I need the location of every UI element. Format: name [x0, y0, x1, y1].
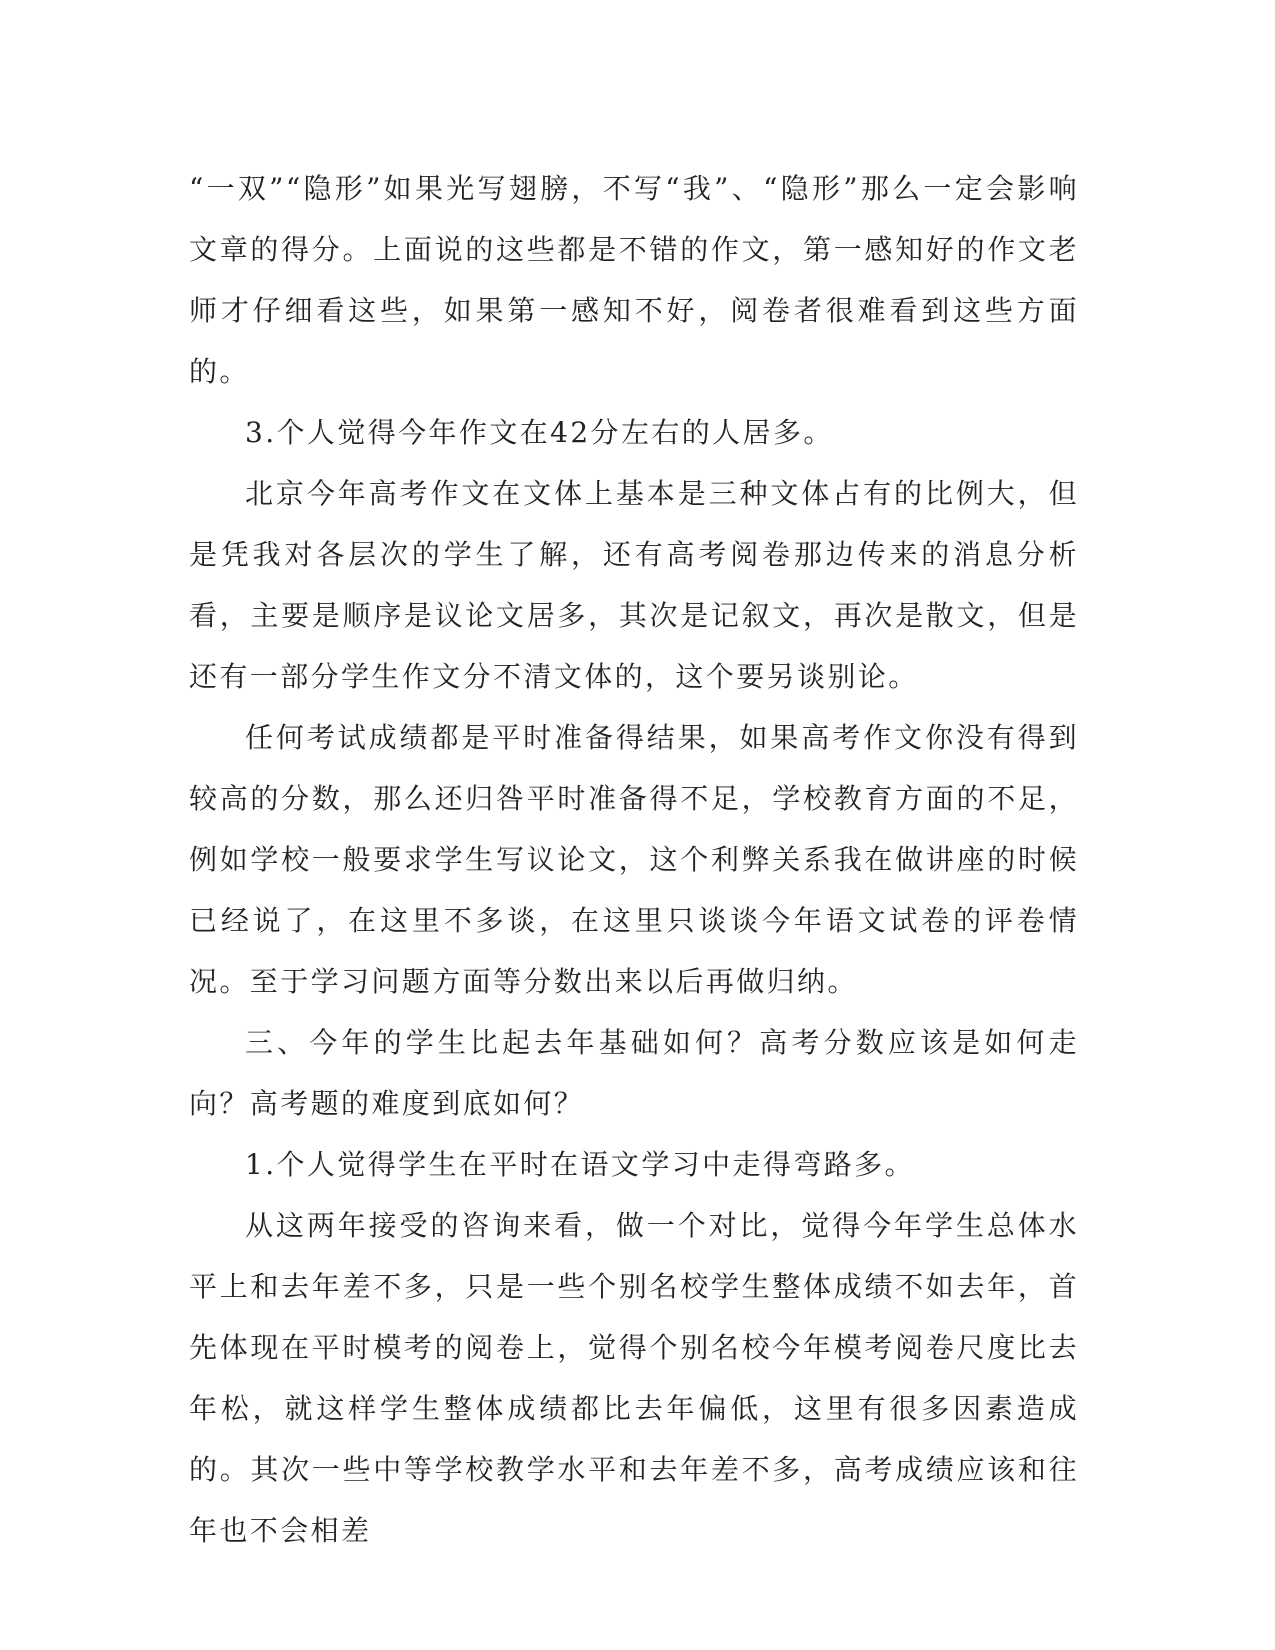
paragraph-continued: “一双”“隐形”如果光写翅膀，不写“我”、“隐形”那么一定会影响文章的得分。上面说的这些都是不错的作文，第一感知好的作文老师才仔细看这些，如果第一感知不好，阅卷者很难看到这些方面的。 [189, 172, 1079, 388]
document-body [189, 158, 1079, 1561]
paragraph-exam-preparation: 任何考试成绩都是平时准备得结果，如果高考作文你没有得到较高的分数，那么还归咎平时准备得不足，学校教育方面的不足，例如学校一般要求学生写议论文，这个利弊关系我在做讲座的时候已经说了，在这里不多谈，在这里只谈谈今年语文试卷的评卷情况。至于学习问题方面等分数出来以后再做归纳。 [189, 721, 1079, 998]
paragraph-beijing-essay-genres: 北京今年高考作文在文体上基本是三种文体占有的比例大，但是凭我对各层次的学生了解，还有高考阅卷那边传来的消息分析看，主要是顺序是议论文居多，其次是记叙文，再次是散文，但是还有一部分学生作文分不清文体的，这个要另谈别论。 [189, 477, 1079, 693]
paragraph-section-three-heading: 三、今年的学生比起去年基础如何？高考分数应该是如何走向？高考题的难度到底如何？ [189, 1026, 1079, 1120]
paragraph-heading-point-3: 3.个人觉得今年作文在42分左右的人居多。 [245, 416, 834, 449]
paragraph-comparison: 从这两年接受的咨询来看，做一个对比，觉得今年学生总体水平上和去年差不多，只是一些个别名校学生整体成绩不如去年，首先体现在平时模考的阅卷上，觉得个别名校今年模考阅卷尺度比去年松，就这样学生整体成绩都比去年偏低，这里有很多因素造成的。其次一些中等学校教学水平和去年差不多，高考成绩应该和往年也不会相差 [189, 1209, 1079, 1547]
paragraph-heading-point-1: 1.个人觉得学生在平时在语文学习中走得弯路多。 [245, 1148, 915, 1181]
